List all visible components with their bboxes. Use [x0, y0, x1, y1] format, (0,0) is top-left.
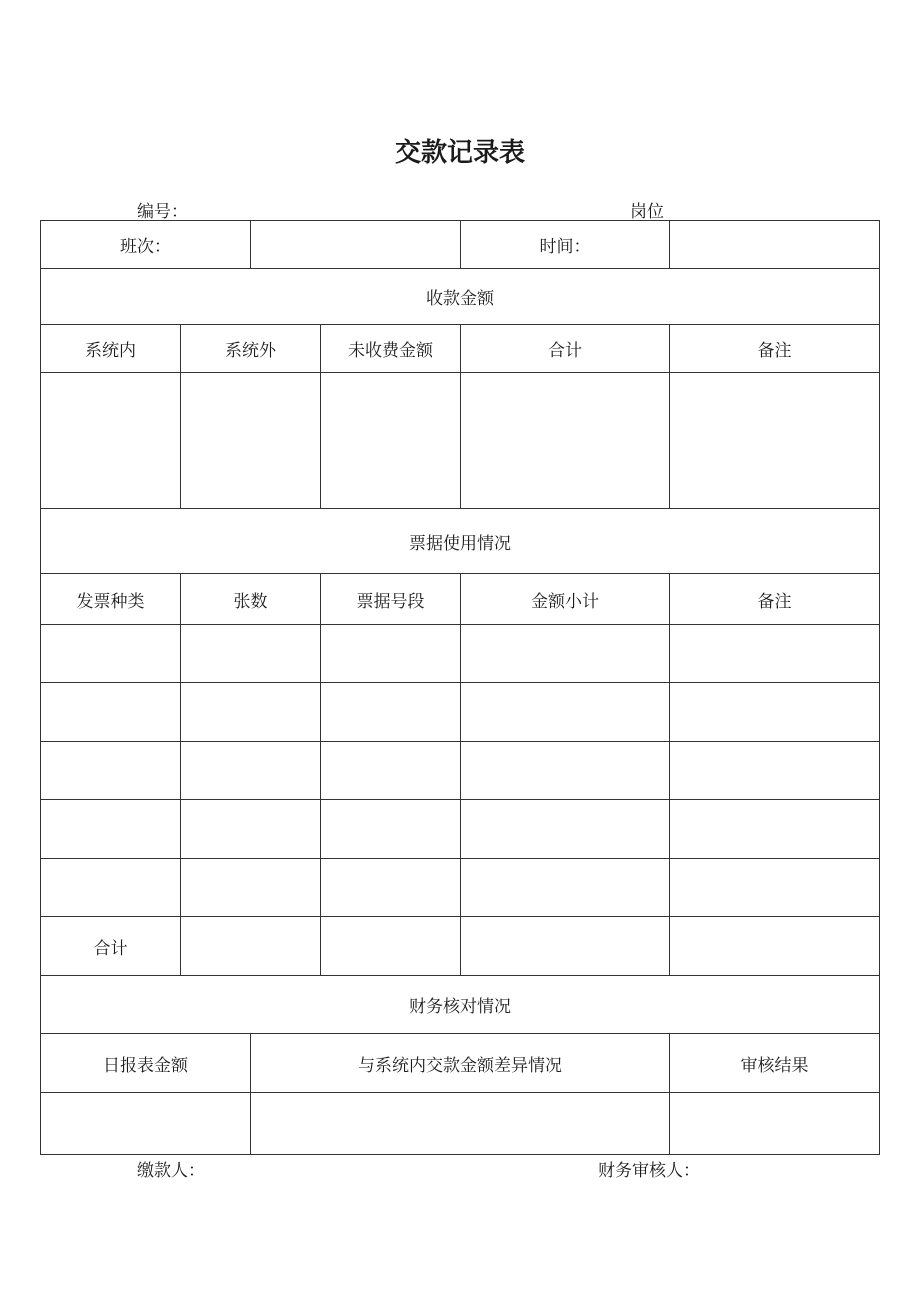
invoice-cell[interactable]: [321, 742, 461, 800]
column-header: 与系统内交款金额差异情况: [251, 1034, 670, 1093]
invoice-cell[interactable]: [461, 625, 670, 683]
collection-cell[interactable]: [41, 373, 181, 509]
invoice-cell[interactable]: [461, 683, 670, 742]
invoice-cell[interactable]: [670, 742, 880, 800]
invoice-cell[interactable]: [41, 742, 181, 800]
column-header: 发票种类: [41, 574, 181, 625]
column-header: 张数: [181, 574, 321, 625]
invoice-cell[interactable]: [181, 800, 321, 859]
invoice-cell[interactable]: [670, 800, 880, 859]
auditor-label: 财务审核人：: [598, 1161, 700, 1181]
payer-label: 缴款人：: [137, 1161, 205, 1181]
collection-header-row: [41, 325, 880, 373]
position-label: 岗位: [630, 202, 664, 222]
collection-cell[interactable]: [181, 373, 321, 509]
invoice-cell[interactable]: [41, 800, 181, 859]
invoice-row: [41, 800, 880, 859]
invoice-row: [41, 742, 880, 800]
column-header: 备注: [670, 574, 880, 625]
time-field[interactable]: [670, 221, 880, 269]
finance-cell[interactable]: [41, 1093, 251, 1155]
finance-cell[interactable]: [670, 1093, 880, 1155]
time-label: 时间：: [461, 221, 670, 269]
invoice-total-cell[interactable]: [321, 917, 461, 976]
invoice-cell[interactable]: [321, 625, 461, 683]
finance-section-title: 财务核对情况: [41, 976, 880, 1034]
invoice-cell[interactable]: [670, 683, 880, 742]
invoice-cell[interactable]: [321, 683, 461, 742]
number-label: 编号：: [137, 202, 188, 222]
collection-cell[interactable]: [321, 373, 461, 509]
finance-cell[interactable]: [251, 1093, 670, 1155]
invoice-total-cell[interactable]: [181, 917, 321, 976]
collection-cell[interactable]: [670, 373, 880, 509]
invoice-section-title: 票据使用情况: [41, 509, 880, 574]
invoice-row: [41, 625, 880, 683]
payment-record-table: [40, 220, 880, 1155]
invoice-cell[interactable]: [181, 742, 321, 800]
invoice-row: [41, 683, 880, 742]
invoice-cell[interactable]: [670, 859, 880, 917]
invoice-cell[interactable]: [321, 859, 461, 917]
column-header: 系统内: [41, 325, 181, 373]
invoice-cell[interactable]: [461, 859, 670, 917]
shift-row: [41, 221, 880, 269]
column-header: 备注: [670, 325, 880, 373]
invoice-cell[interactable]: [461, 800, 670, 859]
invoice-cell[interactable]: [181, 625, 321, 683]
column-header: 审核结果: [670, 1034, 880, 1093]
invoice-cell[interactable]: [321, 800, 461, 859]
column-header: 金额小计: [461, 574, 670, 625]
invoice-cell[interactable]: [41, 683, 181, 742]
invoice-cell[interactable]: [181, 859, 321, 917]
page-title: 交款记录表: [394, 138, 525, 168]
finance-header-row: [41, 1034, 880, 1093]
finance-value-row: [41, 1093, 880, 1155]
shift-field[interactable]: [251, 221, 461, 269]
invoice-cell[interactable]: [461, 742, 670, 800]
invoice-cell[interactable]: [670, 625, 880, 683]
column-header: 票据号段: [321, 574, 461, 625]
invoice-total-cell[interactable]: [461, 917, 670, 976]
invoice-total-label: 合计: [41, 917, 181, 976]
invoice-total-row: [41, 917, 880, 976]
invoice-header-row: [41, 574, 880, 625]
invoice-cell[interactable]: [181, 683, 321, 742]
collection-cell[interactable]: [461, 373, 670, 509]
collection-section-title: 收款金额: [41, 269, 880, 325]
column-header: 未收费金额: [321, 325, 461, 373]
invoice-row: [41, 859, 880, 917]
column-header: 系统外: [181, 325, 321, 373]
column-header: 合计: [461, 325, 670, 373]
shift-label: 班次：: [41, 221, 251, 269]
invoice-cell[interactable]: [41, 625, 181, 683]
collection-value-row: [41, 373, 880, 509]
column-header: 日报表金额: [41, 1034, 251, 1093]
invoice-total-cell[interactable]: [670, 917, 880, 976]
invoice-cell[interactable]: [41, 859, 181, 917]
